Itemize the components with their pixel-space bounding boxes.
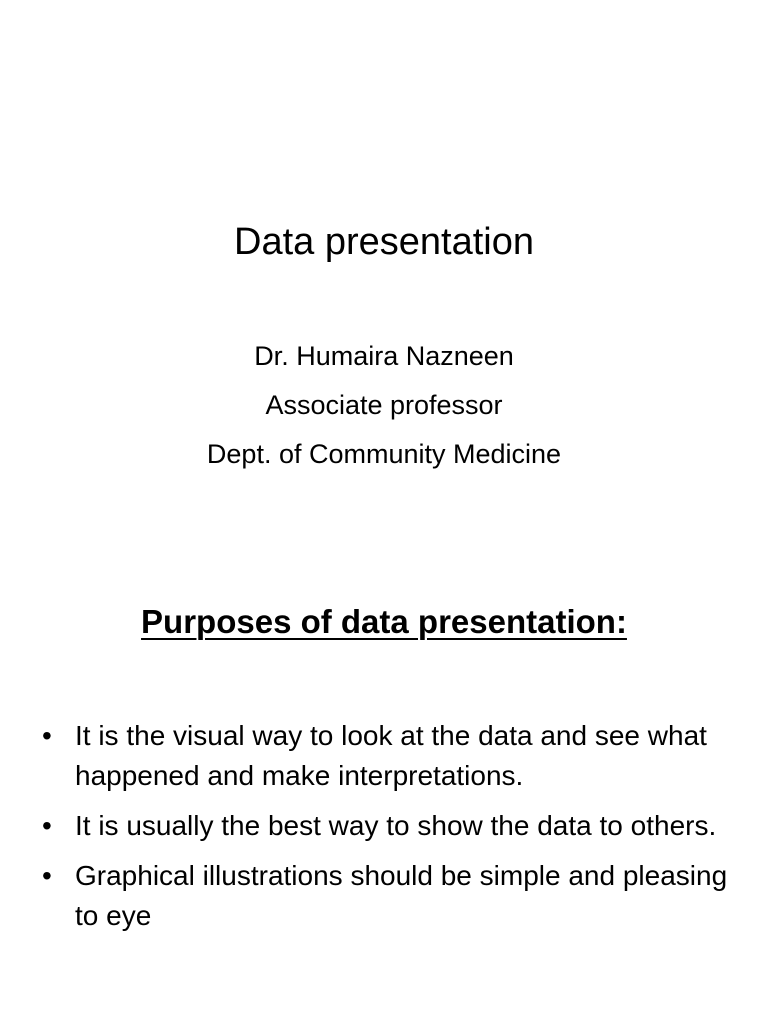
bullet-item	[42, 806, 732, 846]
bullet-text: It is the visual way to look at the data and see what happened and make interpretations.	[75, 720, 707, 791]
bullet-icon: •	[42, 810, 52, 841]
bullet-item	[42, 716, 732, 796]
bullet-item	[42, 856, 732, 936]
slide-heading: Purposes of data presentation:	[141, 603, 627, 640]
presentation-title: Data presentation	[234, 221, 534, 263]
content-slide	[0, 576, 768, 1024]
bullet-text: It is usually the best way to show the data to others.	[75, 810, 717, 841]
author-info	[0, 332, 768, 479]
bullet-list	[42, 716, 732, 946]
author-name: Dr. Humaira Nazneen	[254, 341, 514, 371]
author-position: Associate professor	[265, 390, 503, 420]
bullet-icon: •	[42, 720, 52, 751]
bullet-icon: •	[42, 860, 52, 891]
bullet-text: Graphical illustrations should be simple and pleasing to eye	[75, 860, 728, 931]
author-department: Dept. of Community Medicine	[206, 439, 562, 469]
